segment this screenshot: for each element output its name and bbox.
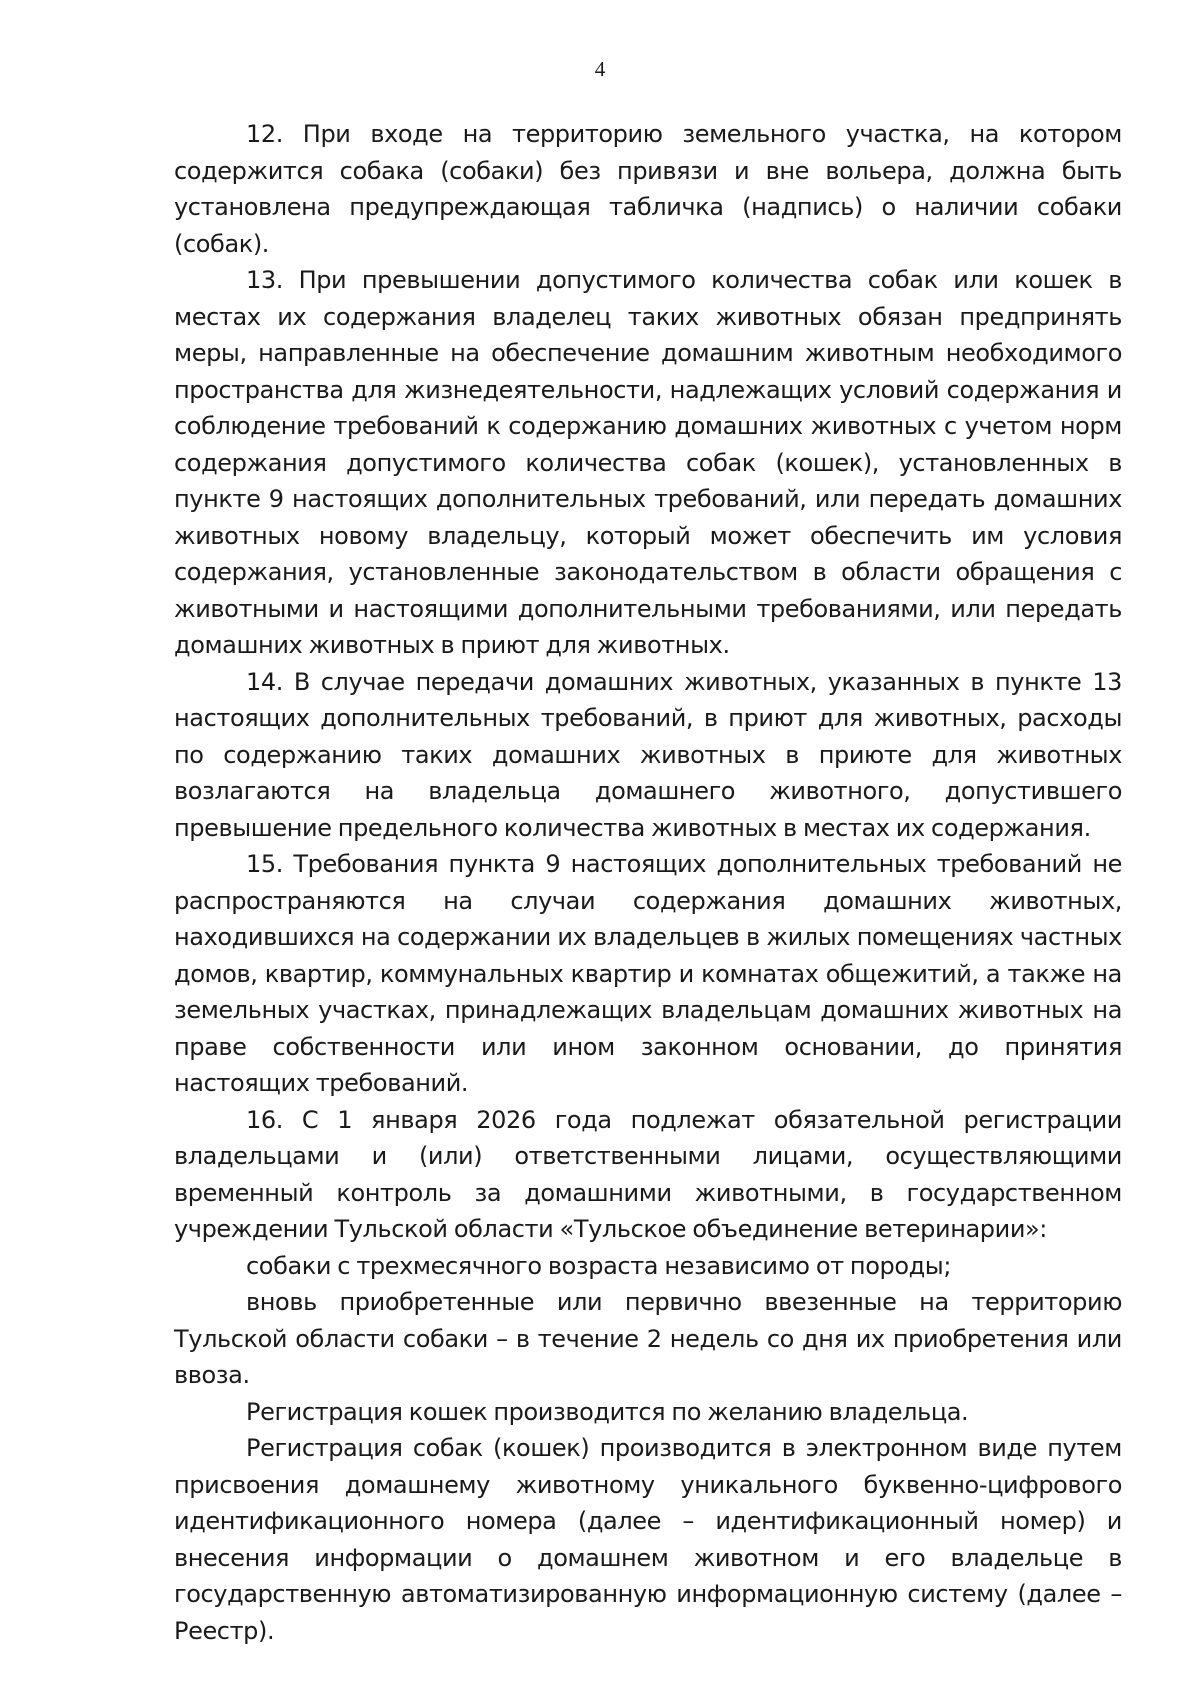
paragraph-16-item-new-dogs: вновь приобретенные или первично ввезенные на территорию Тульской области собаки – в течение 2 недель со дня их приобретения или ввоза. [174, 1288, 1122, 1389]
document-body [174, 116, 1122, 1649]
paragraph-16: 16. С 1 января 2026 года подлежат обязательной регистрации владельцами и (или) ответственными лицами, осуществляющими временный контроль за домашними животными, в государственном учреждении Тульской области «Тульское объединение ветеринарии»: [174, 1105, 1122, 1243]
paragraph-16-item-dogs-age: собаки с трехмесячного возраста независимо от породы; [246, 1251, 952, 1280]
paragraph-registration-method: Регистрация собак (кошек) производится в электронном виде путем присвоения домашнему животному уникального буквенно-цифрового идентификационного номера (далее – идентификационный номер) и внесения информации о домашнем животном и его владельце в государственную автоматизированную информационную систему (далее – Реестр). [174, 1434, 1122, 1645]
paragraph-14: 14. В случае передачи домашних животных, указанных в пункте 13 настоящих дополнительных требований, в приют для животных, расходы по содержанию таких домашних животных в приюте для животных возлагаются на владельца домашнего животного, допустившего превышение предельного количества животных в местах их содержания. [174, 667, 1122, 842]
paragraph-13: 13. При превышении допустимого количества собак или кошек в местах их содержания владелец таких животных обязан предпринять меры, направленные на обеспечение домашним животным необходимого пространства для жизнедеятельности, надлежащих условий содержания и соблюдение требований к содержанию домашних животных с учетом норм содержания допустимого количества собак (кошек), установленных в пункте 9 настоящих дополнительных требований, или передать домашних животных новому владельцу, который может обеспечить им условия содержания, установленные законодательством в области обращения с животными и настоящими дополнительными требованиями, или передать домашних животных в приют для животных. [174, 266, 1122, 659]
page-number: 4 [594, 57, 606, 81]
paragraph-cats-registration: Регистрация кошек производится по желанию владельца. [246, 1397, 969, 1426]
paragraph-12: 12. При входе на территорию земельного участка, на котором содержится собака (собаки) без привязи и вне вольера, должна быть установлена предупреждающая табличка (надпись) о наличии собаки (собак). [174, 120, 1122, 258]
paragraph-15: 15. Требования пункта 9 настоящих дополнительных требований не распространяются на случаи содержания домашних животных, находившихся на содержании их владельцев в жилых помещениях частных домов, квартир, коммунальных квартир и комнатах общежитий, а также на земельных участках, принадлежащих владельцам домашних животных на праве собственности или ином законном основании, до принятия настоящих требований. [174, 850, 1122, 1097]
